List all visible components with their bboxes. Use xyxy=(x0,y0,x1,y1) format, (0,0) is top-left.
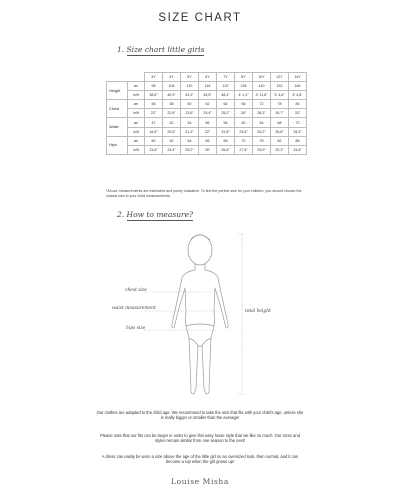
value-cell: 68 xyxy=(271,118,289,127)
value-cell: 58 xyxy=(217,118,235,127)
table-row xyxy=(107,91,307,100)
value-cell: 25,2" xyxy=(217,109,235,118)
value-cell: 72 xyxy=(253,100,271,109)
value-cell: 128 xyxy=(235,82,253,91)
value-cell: 26" xyxy=(199,145,217,154)
section-number: 1. xyxy=(117,45,125,54)
value-cell: 116 xyxy=(199,82,217,91)
value-cell: 22" xyxy=(145,109,163,118)
size-header-cell: 4Y xyxy=(163,73,181,82)
size-header-cell: 6Y xyxy=(199,73,217,82)
value-cell: 23,6" xyxy=(181,109,199,118)
unit-cell: in/ft xyxy=(128,91,145,100)
value-cell: 104 xyxy=(163,82,181,91)
value-cell: 23,6" xyxy=(235,127,253,136)
value-cell: 64 xyxy=(253,118,271,127)
value-cell: 45,5" xyxy=(199,91,217,100)
value-cell: 27,6" xyxy=(235,145,253,154)
value-cell: 33" xyxy=(289,109,307,118)
unit-cell: in/ft xyxy=(128,145,145,154)
value-cell: 48,4" xyxy=(217,91,235,100)
right-arm-outline xyxy=(205,270,228,328)
value-cell: 28,3" xyxy=(253,109,271,118)
left-arm-outline xyxy=(172,270,195,328)
value-cell: 5' 4,6" xyxy=(271,91,289,100)
value-cell: 4' 1,1" xyxy=(235,91,253,100)
measure-name-cell: Chest xyxy=(107,100,128,118)
value-cell: 23,6" xyxy=(145,145,163,154)
value-cell: 66 xyxy=(235,100,253,109)
section-how-to-measure-heading xyxy=(117,210,193,219)
value-cell: 58 xyxy=(163,100,181,109)
underwear-outline xyxy=(186,324,214,346)
value-cell: 38,6" xyxy=(145,91,163,100)
value-cell: 78 xyxy=(271,100,289,109)
measurement-disclaimer: *All our measurements are estimated and purely indicative. To find the perfect size for your children, you should choose the closest size to your child measurements. xyxy=(106,189,302,198)
value-cell: 62 xyxy=(163,136,181,145)
page-title: SIZE CHART xyxy=(158,12,242,24)
section-title: Size chart little girls xyxy=(126,45,205,54)
value-cell: 62 xyxy=(199,100,217,109)
value-cell: 70 xyxy=(235,136,253,145)
value-cell: 56 xyxy=(145,100,163,109)
waist-measurement-label: waist measurement xyxy=(112,306,156,311)
value-cell: 140 xyxy=(253,82,271,91)
value-cell: 22" xyxy=(199,127,217,136)
left-leg-outline xyxy=(189,338,198,394)
value-cell: 26,8" xyxy=(271,127,289,136)
measure-name-cell: Waist xyxy=(107,118,128,136)
right-torso-outline xyxy=(214,288,215,326)
value-cell: 24,4" xyxy=(199,109,217,118)
value-cell: 56 xyxy=(199,118,217,127)
value-cell: 26" xyxy=(235,109,253,118)
value-cell: 25,2" xyxy=(181,145,199,154)
total-height-label: total height xyxy=(245,309,271,314)
header-blank-cell xyxy=(107,73,145,82)
size-header-cell: 5Y xyxy=(181,73,199,82)
value-cell: 26,8" xyxy=(217,145,235,154)
value-cell: 72 xyxy=(289,118,307,127)
value-cell: 60 xyxy=(145,136,163,145)
size-header-cell: 7Y xyxy=(217,73,235,82)
value-cell: 164 xyxy=(289,82,307,91)
value-cell: 34,6" xyxy=(289,145,307,154)
unit-cell: cm xyxy=(128,118,145,127)
value-cell: 60 xyxy=(235,118,253,127)
value-cell: 25,2" xyxy=(253,127,271,136)
table-row xyxy=(107,109,307,118)
value-cell: 21,3" xyxy=(181,127,199,136)
value-cell: 110 xyxy=(181,82,199,91)
value-cell: 66 xyxy=(199,136,217,145)
value-cell: 52 xyxy=(163,118,181,127)
unit-cell: in/ft xyxy=(128,109,145,118)
table-row xyxy=(107,82,307,91)
value-cell: 64 xyxy=(217,100,235,109)
value-cell: 76 xyxy=(253,136,271,145)
value-cell: 43,3" xyxy=(181,91,199,100)
table-row xyxy=(107,127,307,136)
size-chart-table xyxy=(106,72,307,155)
value-cell: 29,9" xyxy=(253,145,271,154)
head-outline xyxy=(188,235,212,265)
unit-cell: cm xyxy=(128,82,145,91)
value-cell: 22,8" xyxy=(217,127,235,136)
value-cell: 40,9" xyxy=(163,91,181,100)
value-cell: 60 xyxy=(181,100,199,109)
value-cell: 20,5" xyxy=(163,127,181,136)
measure-name-cell: Height xyxy=(107,82,128,100)
size-header-cell: 10Y xyxy=(253,73,271,82)
unit-cell: cm xyxy=(128,100,145,109)
size-header-cell: 3Y xyxy=(145,73,163,82)
value-cell: 47 xyxy=(145,118,163,127)
value-cell: 122 xyxy=(217,82,235,91)
size-header-cell: 12Y xyxy=(271,73,289,82)
value-cell: 18,5" xyxy=(145,127,163,136)
value-cell: 88 xyxy=(289,136,307,145)
section-number: 2. xyxy=(117,210,125,219)
value-cell: 24,4" xyxy=(163,145,181,154)
value-cell: 32,3" xyxy=(271,145,289,154)
table-row xyxy=(107,118,307,127)
chest-size-label: chest size xyxy=(125,288,147,293)
value-cell: 152 xyxy=(271,82,289,91)
size-header-row xyxy=(107,73,307,82)
value-cell: 82 xyxy=(271,136,289,145)
paragraph-fit-note: Please note that our fits can be larger in order to give this easy loose style that we like so much. Our sizes and styles remain similar from one season to the next! xyxy=(100,433,300,444)
size-header-cell: 8Y xyxy=(235,73,253,82)
section-size-chart-heading xyxy=(117,45,204,54)
unit-cell: in/ft xyxy=(128,127,145,136)
hips-size-label: hips size xyxy=(126,326,146,331)
value-cell: 98 xyxy=(145,82,163,91)
table-row xyxy=(107,100,307,109)
right-leg-outline xyxy=(202,338,211,394)
section-title: How to measure? xyxy=(126,210,194,219)
size-header-cell: 14Y xyxy=(289,73,307,82)
measure-name-cell: Hips xyxy=(107,136,128,154)
table-row xyxy=(107,145,307,154)
table-row xyxy=(107,136,307,145)
value-cell: 64 xyxy=(181,136,199,145)
paragraph-dress-note: A dress can easily be worn a size above the age of the little girl so an oversized look, then normal, and it can become a top when the girl grows up! xyxy=(101,454,299,465)
unit-cell: cm xyxy=(128,136,145,145)
value-cell: 68 xyxy=(217,136,235,145)
value-cell: 28,3" xyxy=(289,127,307,136)
paragraph-age-advice: Our clothes are adapted to the child age. We recommend to take the size that fits with your child's age, unless she is really bigger or smaller than the average! xyxy=(96,410,304,421)
value-cell: 5' 4,8" xyxy=(289,91,307,100)
value-cell: 4' 11,8" xyxy=(253,91,271,100)
value-cell: 54 xyxy=(181,118,199,127)
value-cell: 30,7" xyxy=(271,109,289,118)
value-cell: 22,8" xyxy=(163,109,181,118)
brand-logo-text: Louise Misha xyxy=(171,477,229,486)
left-torso-outline xyxy=(185,288,186,326)
value-cell: 84 xyxy=(289,100,307,109)
